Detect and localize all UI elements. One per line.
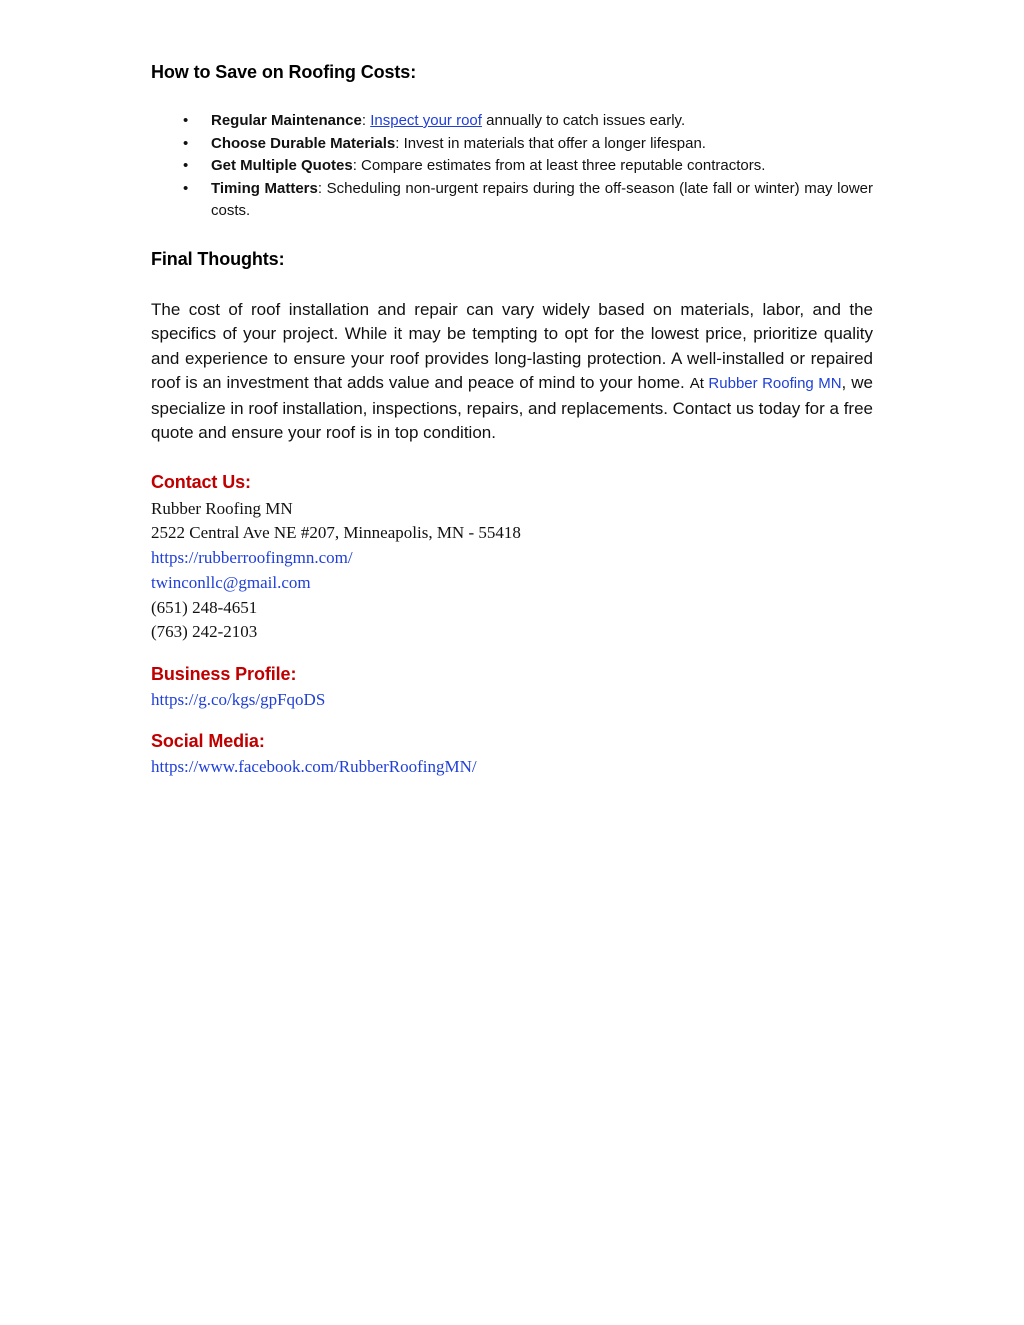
tip-title: Get Multiple Quotes bbox=[211, 157, 353, 174]
tip-text: Compare estimates from at least three reputable contractors. bbox=[361, 157, 766, 174]
saving-heading: How to Save on Roofing Costs: bbox=[151, 62, 417, 82]
list-item bbox=[151, 178, 873, 223]
tip-separator: : bbox=[352, 157, 362, 174]
tip-separator: : bbox=[395, 134, 404, 152]
business-profile-block bbox=[151, 688, 873, 713]
tip-title: Timing Matters bbox=[211, 179, 318, 197]
tip-text: annually to catch issues early. bbox=[481, 112, 686, 129]
company-address: 2522 Central Ave NE #207, Minneapolis, MN - 55418 bbox=[151, 523, 521, 543]
bullet-icon: • bbox=[183, 157, 189, 174]
brand-at-word: At bbox=[689, 375, 709, 392]
tip-text: Invest in materials that offer a longer lifespan. bbox=[403, 134, 706, 152]
document-page bbox=[151, 62, 873, 780]
bullet-icon: • bbox=[183, 112, 189, 129]
paragraph-text: The cost of roof installation and repair can vary widely based on materials, labor, and the specifics of your project. While it may be tempting to opt for the lowest price, prioritize quality and experience to ensure your roof provides long-lasting protection. A well-installed or repaired roof is an investment that adds value and peace of mind to your home. bbox=[151, 299, 873, 392]
saving-tips-list bbox=[151, 110, 873, 223]
brand-name-link[interactable]: Rubber Roofing MN bbox=[708, 375, 842, 392]
tip-title: Regular Maintenance bbox=[211, 112, 362, 129]
email-link[interactable]: twinconllc@gmail.com bbox=[151, 572, 311, 592]
tip-separator: : bbox=[361, 112, 371, 129]
company-name: Rubber Roofing MN bbox=[151, 498, 293, 518]
facebook-link[interactable]: https://www.facebook.com/RubberRoofingMN/ bbox=[151, 757, 477, 777]
list-item bbox=[151, 133, 873, 156]
phone-number: (763) 242-2103 bbox=[151, 622, 258, 642]
tip-title: Choose Durable Materials bbox=[211, 134, 396, 152]
paragraph-text: , we specialize in roof installation, inspections, repairs, and replacements. Contact us today for a free quote and ensure your roof is in top condition. bbox=[151, 373, 874, 442]
contact-block bbox=[151, 497, 873, 646]
tip-separator: : bbox=[317, 179, 327, 197]
social-media-heading: Social Media: bbox=[151, 731, 265, 752]
final-thoughts-heading: Final Thoughts: bbox=[151, 248, 285, 269]
phone-number: (651) 248-4651 bbox=[151, 597, 258, 617]
business-profile-heading: Business Profile: bbox=[151, 664, 297, 685]
list-item bbox=[151, 110, 873, 133]
business-profile-link[interactable]: https://g.co/kgs/gpFqoDS bbox=[151, 690, 326, 710]
final-thoughts-paragraph bbox=[151, 298, 873, 446]
bullet-icon: • bbox=[183, 134, 189, 152]
list-item bbox=[151, 155, 873, 178]
contact-heading: Contact Us: bbox=[151, 471, 251, 492]
website-link[interactable]: https://rubberroofingmn.com/ bbox=[151, 548, 353, 568]
inspect-roof-link[interactable]: Inspect your roof bbox=[370, 112, 482, 129]
bullet-icon: • bbox=[183, 179, 189, 197]
social-media-block bbox=[151, 755, 873, 780]
tip-text: Scheduling non-urgent repairs during the off-season (late fall or winter) may lower costs. bbox=[211, 179, 873, 219]
